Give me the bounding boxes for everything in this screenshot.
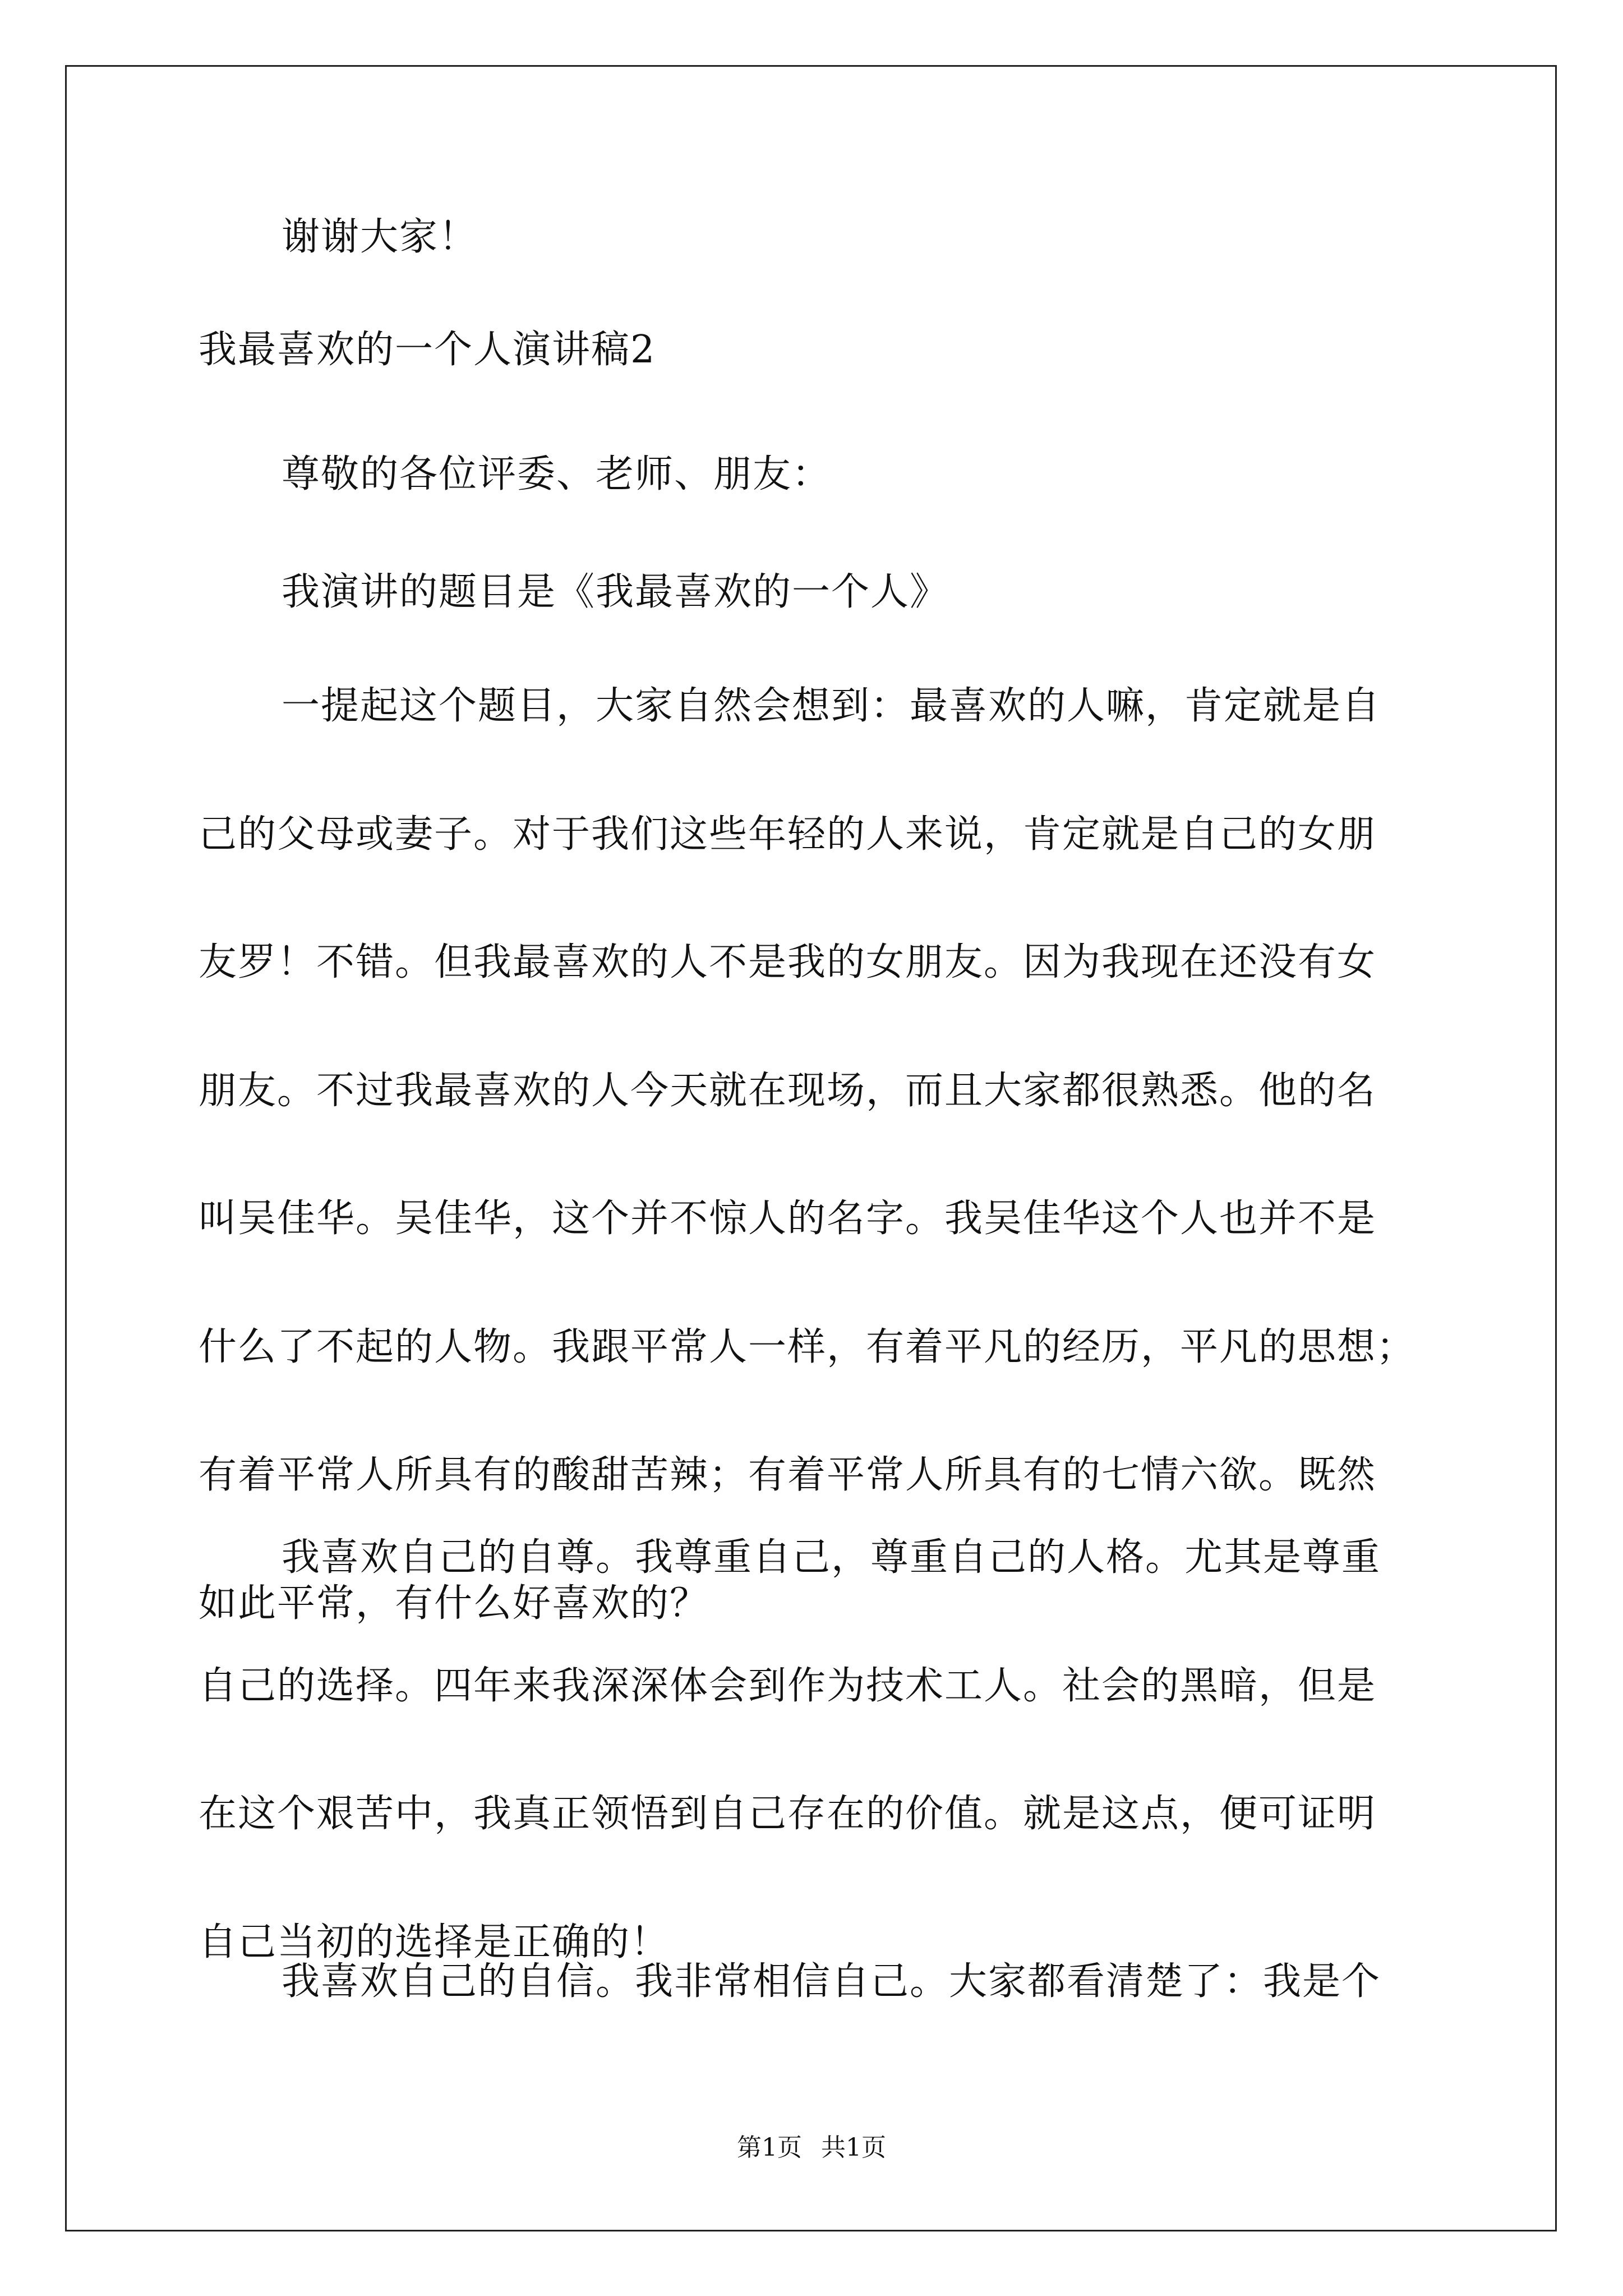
- paragraph-line: 友罗！不错。但我最喜欢的人不是我的女朋友。因为我现在还没有女: [199, 940, 1377, 984]
- paragraph-line: 朋友。不过我最喜欢的人今天就在现场，而且大家都很熟悉。他的名: [199, 1069, 1377, 1113]
- paragraph: [199, 1536, 1435, 1964]
- paragraph-line: 一提起这个题目，大家自然会想到：最喜欢的人嘛，肯定就是自: [282, 684, 1381, 728]
- speech-title: 我最喜欢的一个人演讲稿2: [199, 328, 656, 372]
- page-number: 第1页: [737, 2133, 802, 2162]
- page-total: 共1页: [821, 2133, 886, 2162]
- closing-line: 谢谢大家！: [282, 215, 478, 259]
- paragraph-line: 我喜欢自己的自信。我非常相信自己。大家都看清楚了：我是个: [282, 1959, 1381, 2004]
- paragraph: [199, 1960, 1435, 2004]
- paragraph-line: 在这个艰苦中，我真正领悟到自己存在的价值。就是这点，便可证明: [199, 1792, 1377, 1836]
- paragraph-line: 我喜欢自己的自尊。我尊重自己，尊重自己的人格。尤其是尊重: [282, 1535, 1381, 1580]
- paragraph-line: 己的父母或妻子。对于我们这些年轻的人来说，肯定就是自己的女朋: [199, 812, 1377, 857]
- paragraph-line: 自己的选择。四年来我深深体会到作为技术工人。社会的黑暗，但是: [199, 1664, 1377, 1708]
- paragraph-line: 有着平常人所具有的酸甜苦辣；有着平常人所具有的七情六欲。既然: [199, 1453, 1377, 1497]
- paragraph-line: 如此平常，有什么好喜欢的？: [199, 1581, 709, 1626]
- topic-line: 我演讲的题目是《我最喜欢的一个人》: [282, 570, 949, 614]
- paragraph-line: 叫吴佳华。吴佳华，这个并不惊人的名字。我吴佳华这个人也并不是: [199, 1197, 1377, 1241]
- salutation: 尊敬的各位评委、老师、朋友：: [282, 452, 832, 496]
- paragraph-line: 什么了不起的人物。我跟平常人一样，有着平凡的经历，平凡的思想；: [199, 1325, 1416, 1369]
- paragraph-line: 自己当初的选择是正确的！: [199, 1920, 670, 1964]
- page-footer: [0, 2134, 1623, 2162]
- paragraph: [199, 684, 1435, 1626]
